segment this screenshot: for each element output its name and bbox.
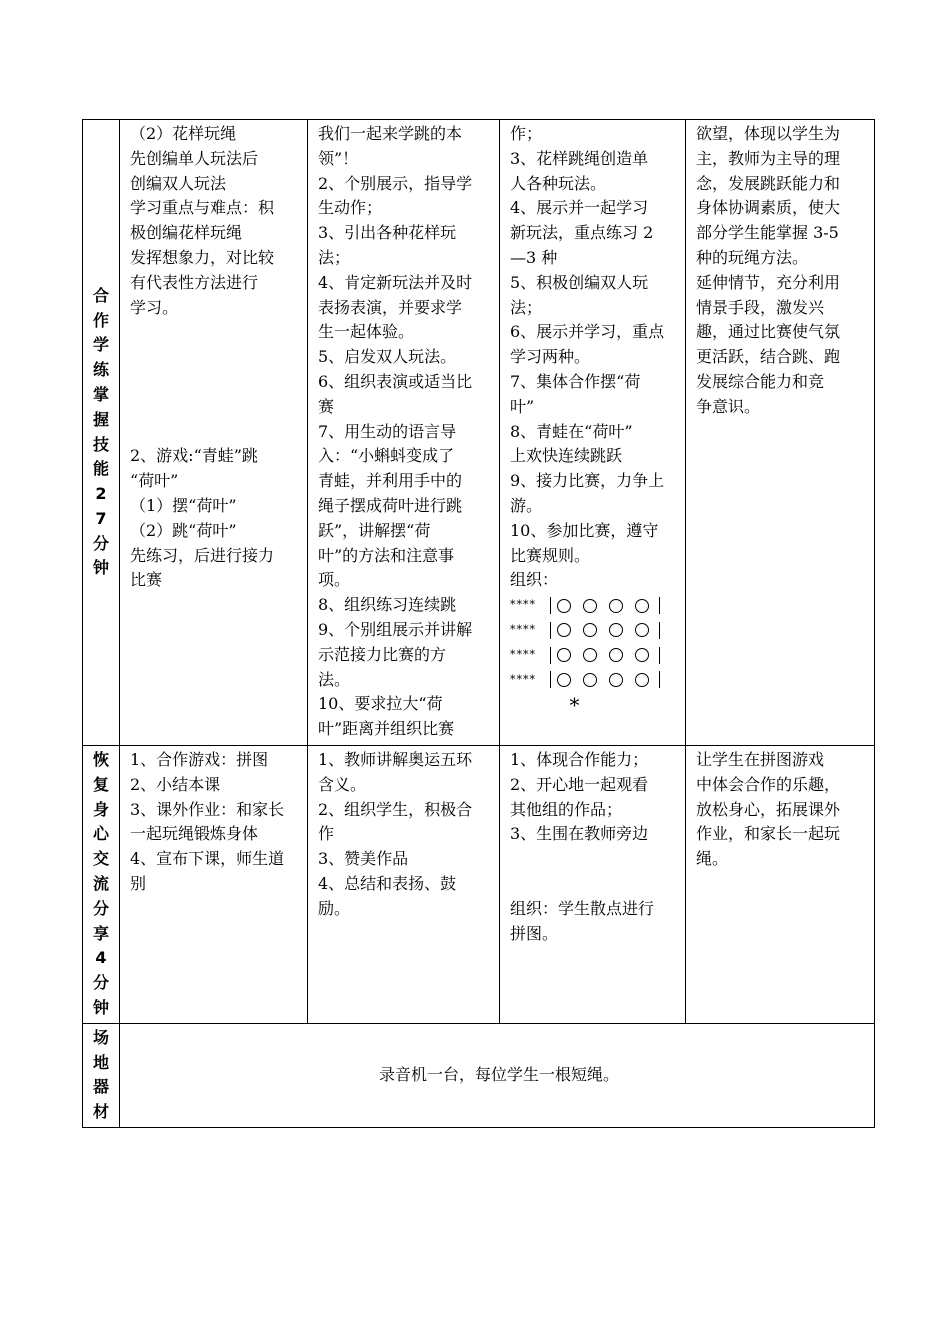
text-line: 先练习，后进行接力 — [130, 545, 275, 565]
lesson-plan-table — [82, 119, 875, 1128]
text-line: 5、启发双人玩法。 — [318, 347, 457, 367]
lotus-leaf-circle — [635, 648, 649, 662]
lotus-leaf-circle — [609, 648, 623, 662]
text-line: 6、展示并学习，重点 — [510, 322, 665, 342]
lotus-leaf-circle — [583, 623, 597, 637]
text-line: 3、生围在教师旁边 — [510, 824, 649, 844]
text-line: 4、展示并一起学习 — [510, 198, 649, 218]
text-line: 绳。 — [696, 849, 729, 869]
formation-students: **** — [510, 622, 536, 636]
text-line: 组织：学生散点进行 — [510, 898, 655, 918]
text-line: 4、总结和表扬、鼓 — [318, 873, 457, 893]
start-line — [550, 647, 551, 664]
text-line: 3、赞美作品 — [318, 849, 409, 869]
formation-row — [510, 668, 679, 693]
recovery-teacher-cell — [308, 746, 500, 1024]
lotus-leaf-circle — [583, 599, 597, 613]
text-line: 比赛 — [130, 570, 163, 590]
practice-students-cell — [500, 120, 686, 746]
lotus-leaf-circle — [557, 599, 571, 613]
text-line: 有代表性方法进行 — [130, 272, 259, 292]
equipment-section-label: 场地器材 — [83, 1023, 120, 1127]
text-line: 叶”距离并组织比赛 — [318, 719, 455, 739]
text-line: 含义。 — [318, 774, 367, 794]
text-line: 2、游戏:“青蛙”跳 — [130, 446, 258, 466]
text-line: 2、个别展示，指导学 — [318, 173, 473, 193]
practice-teacher-cell — [308, 120, 500, 746]
text-line: 8、青蛙在“荷叶” — [510, 421, 633, 441]
text-line: 身体协调素质，使大 — [696, 198, 841, 218]
start-line — [550, 597, 551, 614]
start-line — [550, 671, 551, 688]
text-line: 1、体现合作能力； — [510, 750, 649, 769]
lotus-leaf-circle — [635, 599, 649, 613]
text-line: 先创编单人玩法后 — [130, 148, 259, 168]
text-line: 趣，通过比赛使气氛 — [696, 322, 841, 342]
text-line: 拼图。 — [510, 923, 559, 943]
text-line: 让学生在拼图游戏 — [696, 750, 825, 769]
formation-row — [510, 618, 679, 643]
recovery-students-cell — [500, 746, 686, 1024]
text-line: 赛 — [318, 396, 335, 416]
text-line: 5、积极创编双人玩 — [510, 272, 649, 292]
text-line: 1、教师讲解奥运五环 — [318, 750, 473, 769]
text-line: 延伸情节，充分利用 — [696, 272, 841, 292]
text-line: 10、要求拉大“荷 — [318, 694, 443, 714]
text-line: 发展综合能力和竞 — [696, 371, 825, 391]
end-line — [659, 622, 660, 639]
text-line: 学习两种。 — [510, 347, 591, 367]
text-line: 叶” — [510, 396, 535, 416]
text-line — [130, 395, 301, 420]
recovery-intent-cell — [686, 746, 875, 1024]
text-line: （2）花样玩绳 — [130, 124, 237, 143]
lotus-leaf-circle — [635, 673, 649, 687]
text-line: 上欢快连续跳跃 — [510, 446, 623, 466]
text-line — [130, 370, 301, 395]
text-line: 作业，和家长一起玩 — [696, 824, 841, 844]
end-line — [659, 647, 660, 664]
text-line: 我们一起来学跳的本 — [318, 124, 463, 143]
text-line: 励。 — [318, 898, 351, 918]
text-line: 2、小结本课 — [130, 774, 221, 794]
text-line: 绳子摆成荷叶进行跳 — [318, 495, 463, 515]
text-line: 部分学生能掌握 3-5 — [696, 223, 839, 243]
text-line: 比赛规则。 — [510, 545, 591, 565]
text-line: 3、花样跳绳创造单 — [510, 148, 649, 168]
text-line: 叶”的方法和注意事 — [318, 545, 455, 565]
text-line — [130, 420, 301, 445]
text-line: 组织： — [510, 570, 559, 590]
text-line: 作； — [510, 124, 543, 143]
text-line: 9、个别组展示并讲解 — [318, 619, 473, 639]
text-line: 一起玩绳锻炼身体 — [130, 824, 259, 844]
recovery-content-cell — [120, 746, 308, 1024]
start-line — [550, 622, 551, 639]
recovery-section-label: 恢复身心交流分享4分钟 — [83, 746, 120, 1024]
text-line: 表扬表演，并要求学 — [318, 297, 463, 317]
text-line: 8、组织练习连续跳 — [318, 595, 457, 615]
text-line: 其他组的作品； — [510, 799, 623, 819]
text-line: 作 — [318, 824, 335, 844]
formation-diagram — [510, 593, 679, 718]
equipment-row — [83, 1023, 875, 1127]
text-line: 2、组织学生，积极合 — [318, 799, 473, 819]
text-line: 别 — [130, 873, 147, 893]
text-line — [510, 847, 679, 872]
text-line: 3、课外作业：和家长 — [130, 799, 285, 819]
text-line: —3 种 — [510, 247, 558, 267]
text-line: 生一起体验。 — [318, 322, 415, 342]
equipment-text: 录音机一台，每位学生一根短绳。 — [378, 1064, 619, 1084]
text-line — [130, 320, 301, 345]
text-line: 欲望，体现以学生为 — [696, 124, 841, 143]
text-line: 9、接力比赛，力争上 — [510, 471, 665, 491]
text-line: 放松身心，拓展课外 — [696, 799, 841, 819]
text-line: 1、合作游戏：拼图 — [130, 750, 269, 769]
formation-row — [510, 643, 679, 668]
lotus-leaf-circle — [609, 623, 623, 637]
text-line: 极创编花样玩绳 — [130, 223, 243, 243]
text-line: 人各种玩法。 — [510, 173, 607, 193]
text-line: 情景手段，激发兴 — [696, 297, 825, 317]
end-line — [659, 597, 660, 614]
text-line: 种的玩绳方法。 — [696, 247, 809, 267]
text-line: 6、组织表演或适当比 — [318, 371, 473, 391]
practice-intent-cell — [686, 120, 875, 746]
text-line: 青蛙，并利用手中的 — [318, 471, 463, 491]
practice-row — [83, 120, 875, 746]
teacher-mark: * — [569, 693, 580, 718]
text-line: 学习。 — [130, 297, 179, 317]
practice-section-label: 合作学练掌握技能27分钟 — [83, 120, 120, 746]
text-line: 学习重点与难点：积 — [130, 198, 275, 218]
text-line: 创编双人玩法 — [130, 173, 227, 193]
text-line: 法。 — [318, 669, 351, 689]
text-line: 法； — [318, 247, 351, 267]
recovery-row — [83, 746, 875, 1024]
text-line: 2、开心地一起观看 — [510, 774, 649, 794]
formation-students: **** — [510, 598, 536, 612]
text-line — [510, 872, 679, 897]
equipment-cell — [120, 1023, 875, 1127]
text-line: 主，教师为主导的理 — [696, 148, 841, 168]
text-line: 领”！ — [318, 148, 359, 168]
text-line: 3、引出各种花样玩 — [318, 223, 457, 243]
lotus-leaf-circle — [557, 648, 571, 662]
text-line: （1）摆“荷叶” — [130, 495, 237, 515]
text-line: 项。 — [318, 570, 351, 590]
text-line: 念，发展跳跃能力和 — [696, 173, 841, 193]
lotus-leaf-circle — [557, 673, 571, 687]
text-line: 发挥想象力，对比较 — [130, 247, 275, 267]
text-line: “荷叶” — [130, 471, 179, 491]
text-line: 游。 — [510, 495, 543, 515]
lotus-leaf-circle — [635, 623, 649, 637]
formation-row — [510, 593, 679, 618]
text-line — [130, 345, 301, 370]
lotus-leaf-circle — [609, 599, 623, 613]
text-line: 更活跃，结合跳、跑 — [696, 347, 841, 367]
text-line: 10、参加比赛，遵守 — [510, 520, 659, 540]
text-line: 跃”，讲解摆“荷 — [318, 520, 431, 540]
lotus-leaf-circle — [557, 623, 571, 637]
lotus-leaf-circle — [583, 648, 597, 662]
lotus-leaf-circle — [583, 673, 597, 687]
end-line — [659, 671, 660, 688]
practice-content-cell — [120, 120, 308, 746]
text-line: 法； — [510, 297, 543, 317]
text-line: 入：“小蝌蚪变成了 — [318, 446, 455, 466]
text-line: 争意识。 — [696, 396, 761, 416]
text-line: 生动作； — [318, 198, 383, 218]
text-line: 4、宣布下课，师生道 — [130, 849, 285, 869]
lotus-leaf-circle — [609, 673, 623, 687]
text-line: 中体会合作的乐趣， — [696, 774, 841, 794]
text-line: 7、用生动的语言导 — [318, 421, 457, 441]
formation-students: **** — [510, 647, 536, 661]
text-line: 4、肯定新玩法并及时 — [318, 272, 473, 292]
formation-students: **** — [510, 672, 536, 686]
text-line: （2）跳“荷叶” — [130, 520, 237, 540]
text-line: 新玩法，重点练习 2 — [510, 223, 654, 243]
text-line: 示范接力比赛的方 — [318, 644, 447, 664]
text-line: 7、集体合作摆“荷 — [510, 371, 641, 391]
